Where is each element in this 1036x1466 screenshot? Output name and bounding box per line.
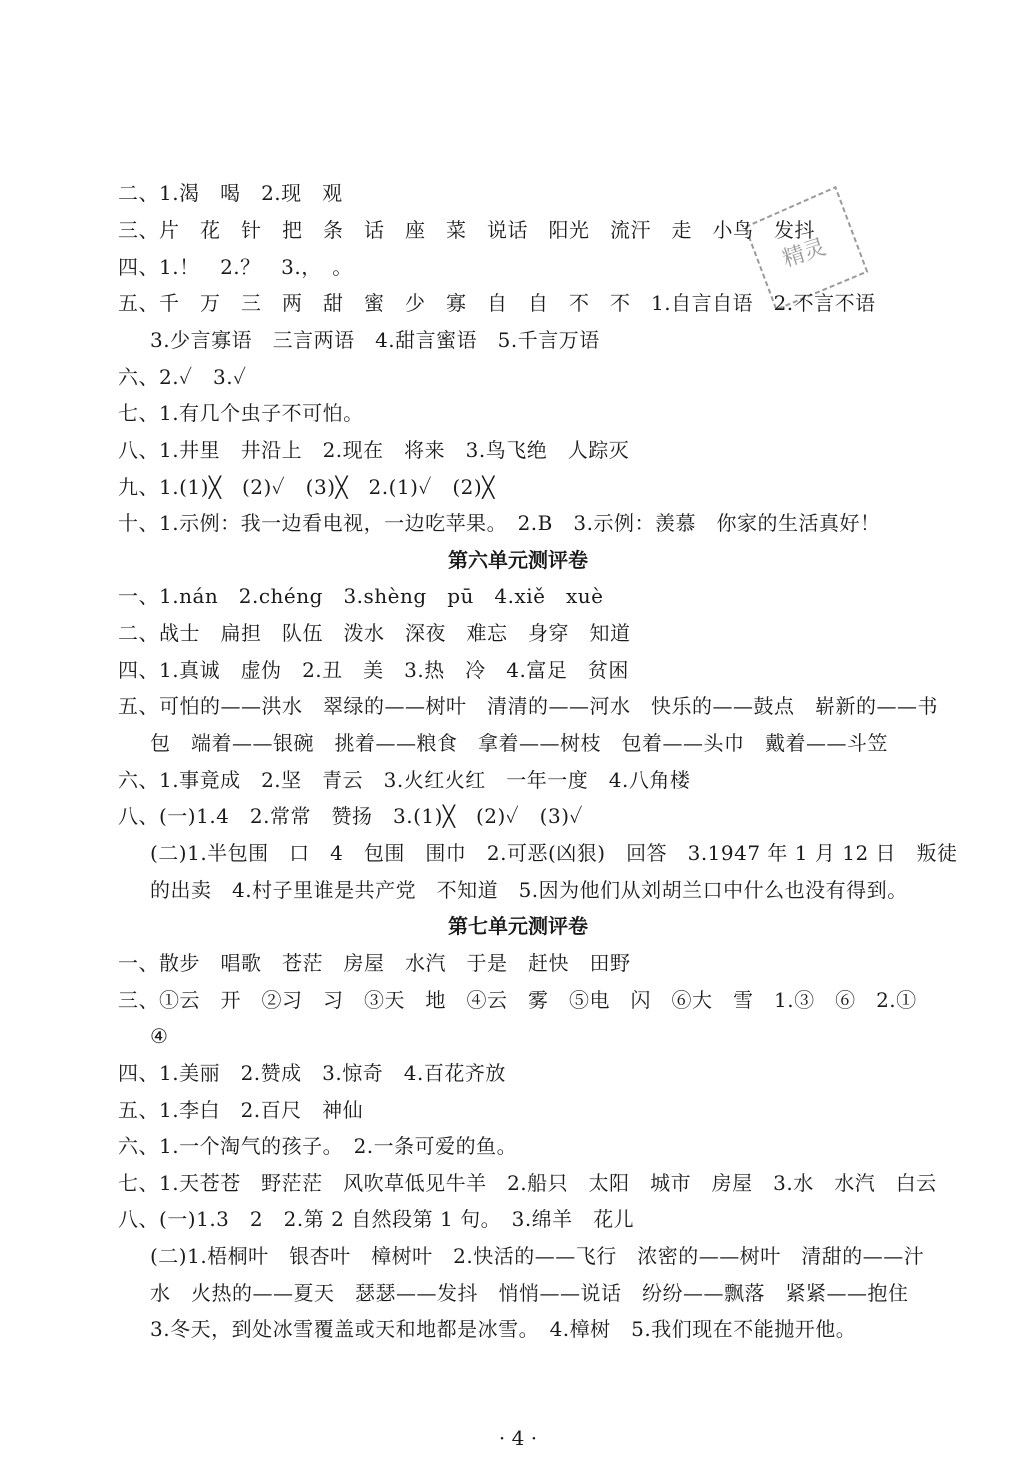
answer-line: 一、散步 唱歌 苍茫 房屋 水汽 于是 赶快 田野 <box>118 951 631 975</box>
answer-line: 八、1.井里 井沿上 2.现在 将来 3.鸟飞绝 人踪灭 <box>118 438 630 462</box>
answer-line: 水 火热的——夏天 瑟瑟——发抖 悄悄——说话 纷纷——飘落 紧紧——抱住 <box>150 1281 909 1305</box>
answer-line: 五、千 万 三 两 甜 蜜 少 寡 自 自 不 不 1.自言自语 2.不言不语 <box>118 291 876 315</box>
answer-line: 五、1.李白 2.百尺 神仙 <box>118 1098 364 1122</box>
answer-line: 四、1.！ 2.？ 3.， 。 <box>118 255 353 279</box>
answer-line: 一、1.nán 2.chéng 3.shèng pū 4.xiě xuè <box>118 584 604 608</box>
answer-line: 六、1.事竟成 2.坚 青云 3.火红火红 一年一度 4.八角楼 <box>118 768 691 792</box>
answer-line: 八、(一)1.4 2.常常 赞扬 3.(1)╳ (2)✓ (3)✓ <box>118 804 583 828</box>
answer-line: 3.少言寡语 三言两语 4.甜言蜜语 5.千言万语 <box>150 328 600 352</box>
answer-line: 3.冬天，到处冰雪覆盖或天和地都是冰雪。 4.樟树 5.我们现在不能抛开他。 <box>150 1317 857 1341</box>
answer-line: 七、1.有几个虫子不可怕。 <box>118 401 364 425</box>
answer-line: 八、(一)1.3 2 2.第 2 自然段第 1 句。 3.绵羊 花儿 <box>118 1207 635 1231</box>
answer-line: 六、1.一个淘气的孩子。 2.一条可爱的鱼。 <box>118 1134 518 1158</box>
answer-line: (二)1.半包围 口 4 包围 围巾 2.可恶(凶狠) 回答 3.1947 年 1 月 12 日 叛徒 <box>150 841 958 865</box>
section-title: 第七单元测评卷 <box>448 914 588 938</box>
answer-line: 四、1.真诚 虚伪 2.丑 美 3.热 冷 4.富足 贫困 <box>118 658 629 682</box>
answer-line: 四、1.美丽 2.赞成 3.惊奇 4.百花齐放 <box>118 1061 506 1085</box>
answer-line: 二、战士 扁担 队伍 泼水 深夜 难忘 身穿 知道 <box>118 621 631 645</box>
answer-line: 九、1.(1)╳ (2)✓ (3)╳ 2.(1)✓ (2)╳ <box>118 475 495 499</box>
answer-line: (二)1.梧桐叶 银杏叶 樟树叶 2.快活的——飞行 浓密的——树叶 清甜的——汁 <box>150 1244 925 1268</box>
answer-line: 五、可怕的——洪水 翠绿的——树叶 清清的——河水 快乐的——鼓点 崭新的——书 <box>118 694 938 718</box>
section-title: 第六单元测评卷 <box>448 548 588 572</box>
page-number: · 4 · <box>498 1426 538 1450</box>
answer-line: 三、①云 开 ②习 习 ③天 地 ④云 雾 ⑤电 闪 ⑥大 雪 1.③ ⑥ 2.① <box>118 988 917 1012</box>
answer-line: 六、2.✓ 3.✓ <box>118 365 247 389</box>
answer-line: 二、1.渴 喝 2.现 观 <box>118 181 343 205</box>
answer-line: 的出卖 4.村子里谁是共产党 不知道 5.因为他们从刘胡兰口中什么也没有得到。 <box>150 878 908 902</box>
answer-line: 三、片 花 针 把 条 话 座 菜 说话 阳光 流汗 走 小鸟 发抖 <box>118 218 815 242</box>
answer-line: ④ <box>150 1024 169 1048</box>
answer-line: 十、1.示例：我一边看电视，一边吃苹果。 2.B 3.示例：羡慕 你家的生活真好！ <box>118 511 881 535</box>
svg-text:精灵: 精灵 <box>779 234 830 273</box>
answer-line: 包 端着——银碗 挑着——粮食 拿着——树枝 包着——头巾 戴着——斗笠 <box>150 731 888 755</box>
answer-line: 七、1.天苍苍 野茫茫 风吹草低见牛羊 2.船只 太阳 城市 房屋 3.水 水汽 白云 <box>118 1171 937 1195</box>
